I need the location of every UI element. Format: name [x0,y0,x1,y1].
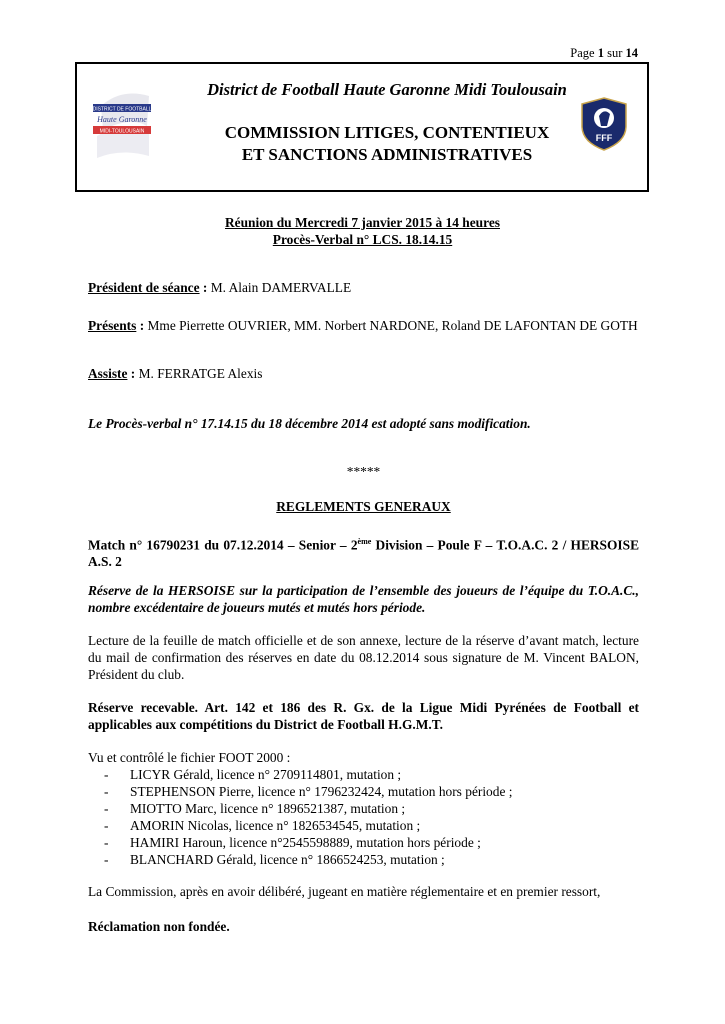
match-title: Match n° 16790231 du 07.12.2014 – Senior – 2ème Division – Poule F – T.O.A.C. 2 / HERSOISE A.S. 2 [88,537,639,570]
district-title: District de Football Haute Garonne Midi Toulousain [207,80,567,99]
reserve-text: Réserve de la HERSOISE sur la participation de l’ensemble des joueurs de l’équipe du T.O.A.C., nombre excédentaire de joueurs mutés et mutés hors période. [88,583,639,615]
svg-text:DISTRICT DE FOOTBALL: DISTRICT DE FOOTBALL [92,106,152,113]
list-item: - LICYR Gérald, licence n° 2709114801, mutation ; [88,766,639,783]
commission-title: COMMISSION LITIGES, CONTENTIEUX ET SANCTIONS ADMINISTRATIVES [224,123,550,164]
list-item: - STEPHENSON Pierre, licence n° 1796232424, mutation hors période ; [88,783,639,800]
svg-text:FFF: FFF [595,133,613,143]
lecture-text: Lecture de la feuille de match officielle et de son annexe, lecture de la réserve d’avant match, lecture du mail de confirmation des réserves en date du 08.12.2014 sous signature de M. Vincent BALON, Président du club. [88,633,639,682]
pv-adopted: Le Procès-verbal n° 17.14.15 du 18 décembre 2014 est adopté sans modification. [88,416,531,431]
president-line: Président de séance : M. Alain DAMERVALLE [88,280,352,295]
vu-controle: Vu et contrôlé le fichier FOOT 2000 : [88,750,291,765]
fff-logo [579,96,629,152]
section-title: REGLEMENTS GENERAUX [276,499,451,514]
recevable-text: Réserve recevable. Art. 142 et 186 des R. Gx. de la Ligue Midi Pyrénées de Football et applicables aux compétitions du District de Football H.G.M.T. [88,700,639,732]
list-item: - BLANCHARD Gérald, licence n° 1866524253, mutation ; [88,851,639,868]
svg-text:MIDI-TOULOUSAIN: MIDI-TOULOUSAIN [99,128,145,135]
list-item: - MIOTTO Marc, licence n° 1896521387, mutation ; [88,800,639,817]
presents-line: Présents : Mme Pierrette OUVRIER, MM. Norbert NARDONE, Roland DE LAFONTAN DE GOTH [88,318,638,333]
players-section [88,749,639,868]
list-item: - AMORIN Nicolas, licence n° 1826534545, mutation ; [88,817,639,834]
header-box [75,62,649,192]
page-number: Page 1 sur 14 [570,46,638,60]
separator: ***** [346,464,381,479]
commission-text: La Commission, après en avoir délibéré, jugeant en matière réglementaire et en premier ressort, [88,884,601,899]
meeting-info: Réunion du Mercredi 7 janvier 2015 à 14 heures Procès-Verbal n° LCS. 18.14.15 [224,215,500,247]
list-item: - HAMIRI Haroun, licence n°2545598889, mutation hors période ; [88,834,639,851]
decision: Réclamation non fondée. [88,919,230,934]
players-list [88,766,639,868]
assiste-line: Assiste : M. FERRATGE Alexis [88,366,263,381]
svg-text:Haute Garonne: Haute Garonne [97,115,147,124]
